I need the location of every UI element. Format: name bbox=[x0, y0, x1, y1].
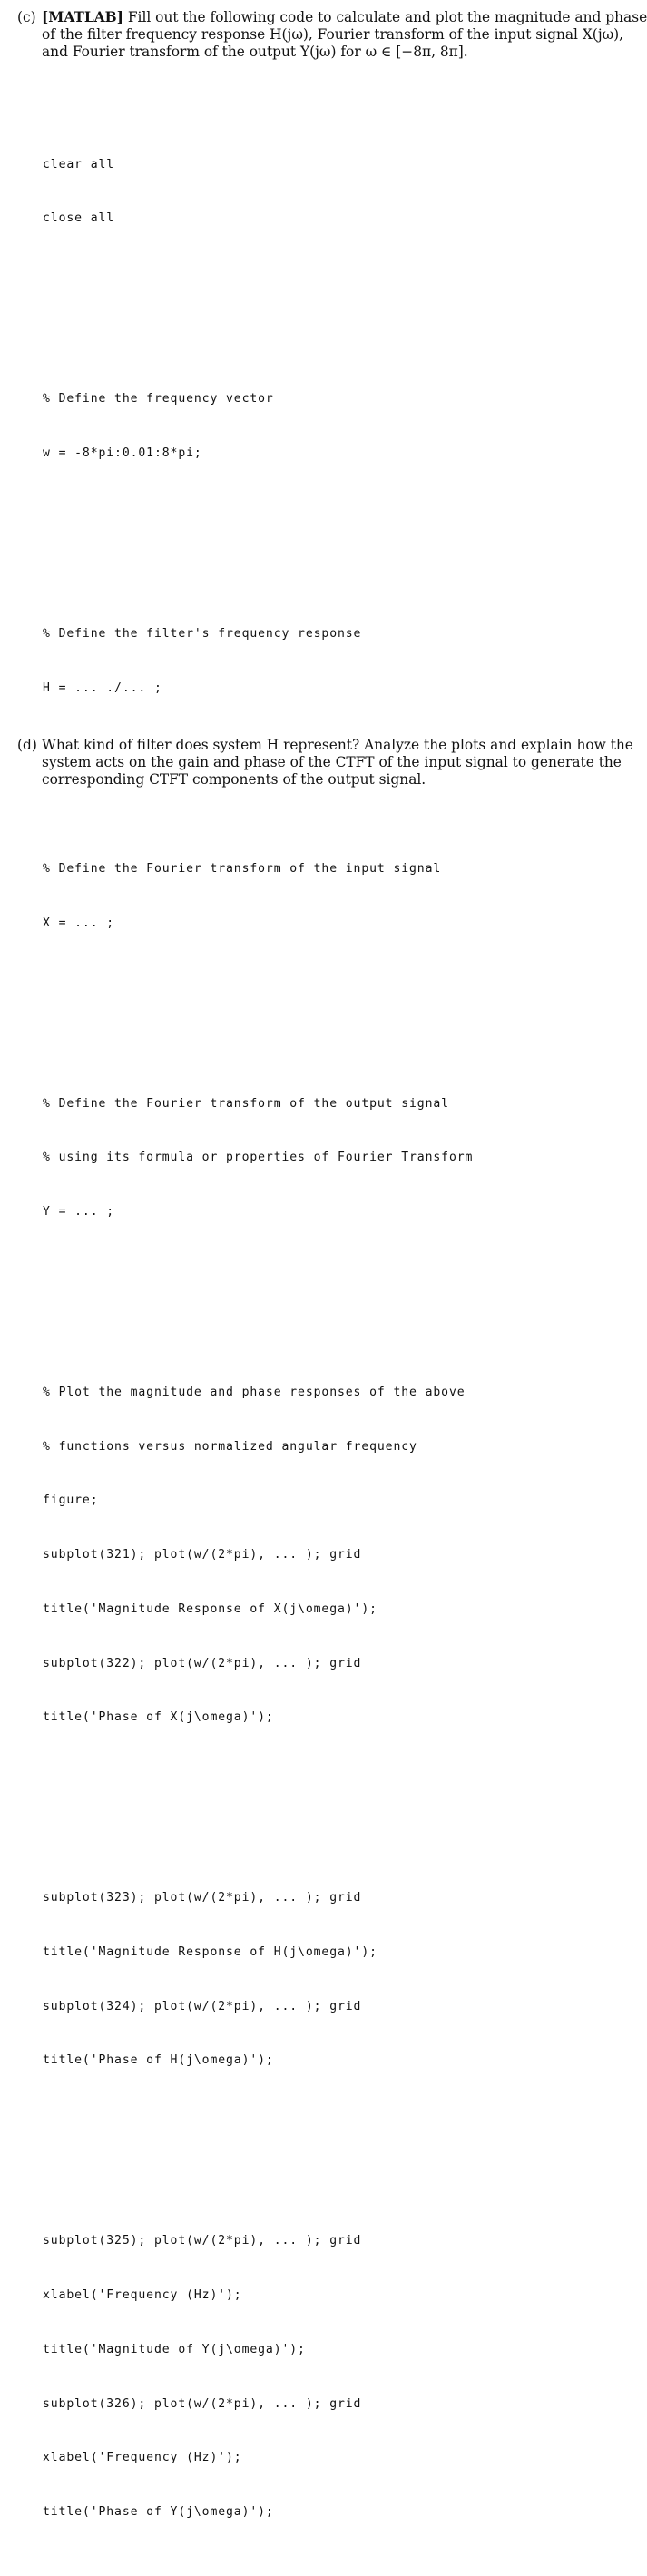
code-line: subplot(322); plot(w/(2*pi), ... ); grid bbox=[43, 1656, 362, 1670]
code-line: Y = ... ; bbox=[43, 1204, 115, 1219]
code-block-plot-h bbox=[43, 1853, 605, 2106]
code-block-clear bbox=[43, 120, 605, 264]
code-comment: % Define the Fourier transform of the input signal bbox=[43, 861, 442, 876]
question-part-c bbox=[17, 9, 647, 61]
code-line: H = ... ./... ; bbox=[43, 681, 162, 695]
question-d-line-2: system acts on the gain and phase of the CTFT of the input signal to generate the bbox=[42, 754, 622, 770]
code-comment: % functions versus normalized angular frequency bbox=[43, 1439, 417, 1454]
code-line: subplot(321); plot(w/(2*pi), ... ); grid bbox=[43, 1548, 362, 1562]
matlab-code-listing bbox=[43, 83, 605, 2576]
code-comment: % using its formula or properties of Fourier Transform bbox=[43, 1151, 474, 1165]
code-blank-line bbox=[43, 300, 605, 318]
code-line: title('Phase of Y(j\omega)'); bbox=[43, 2504, 274, 2519]
question-c-line-2: of the filter frequency response H(jω), Fourier transform of the input signal X(jω), bbox=[42, 26, 624, 43]
code-blank-line bbox=[43, 1004, 605, 1023]
code-block-filter-response bbox=[43, 589, 605, 733]
matlab-tag: [MATLAB] bbox=[42, 9, 123, 25]
code-line: title('Magnitude of Y(j\omega)'); bbox=[43, 2342, 306, 2356]
code-block-frequency-vector bbox=[43, 355, 605, 499]
code-block-output-transform bbox=[43, 1059, 605, 1258]
question-c-label: (c) bbox=[17, 9, 36, 25]
code-line: xlabel('Frequency (Hz)'); bbox=[43, 2451, 242, 2465]
question-part-d bbox=[17, 737, 633, 788]
code-blank-line bbox=[43, 2142, 605, 2160]
question-d-line-1 bbox=[17, 737, 633, 754]
code-blank-line bbox=[43, 1799, 605, 1817]
code-blank-line bbox=[43, 535, 605, 553]
code-line: subplot(326); plot(w/(2*pi), ... ); grid bbox=[43, 2396, 362, 2411]
question-c-line-3: and Fourier transform of the output Y(jω) for ω ∈ [−8π, 8π]. bbox=[42, 44, 468, 60]
code-line: subplot(325); plot(w/(2*pi), ... ); grid bbox=[43, 2234, 362, 2248]
code-comment: % Define the filter's frequency response bbox=[43, 627, 362, 642]
code-block-input-transform bbox=[43, 824, 605, 968]
code-block-plot-x bbox=[43, 1347, 605, 1763]
code-comment: % Plot the magnitude and phase responses of the above bbox=[43, 1386, 466, 1399]
code-line: title('Magnitude Response of H(j\omega)'); bbox=[43, 1944, 377, 1959]
question-d-line-1-text: What kind of filter does system H represent? Analyze the plots and explain how the bbox=[42, 737, 633, 753]
code-line: figure; bbox=[43, 1494, 99, 1508]
code-line: w = -8*pi:0.01:8*pi; bbox=[43, 446, 202, 461]
code-line: subplot(323); plot(w/(2*pi), ... ); grid bbox=[43, 1891, 362, 1905]
question-d-label: (d) bbox=[17, 737, 37, 753]
code-line: title('Magnitude Response of X(j\omega)'); bbox=[43, 1601, 377, 1616]
code-line: title('Phase of H(j\omega)'); bbox=[43, 2053, 274, 2068]
question-c-line-1 bbox=[17, 9, 647, 26]
question-c-line-1-text: Fill out the following code to calculate and plot the magnitude and phase bbox=[127, 9, 647, 25]
code-line: xlabel('Frequency (Hz)'); bbox=[43, 2288, 242, 2303]
code-line: title('Phase of X(j\omega)'); bbox=[43, 1710, 274, 1725]
code-line: close all bbox=[43, 211, 115, 226]
code-comment: % Define the frequency vector bbox=[43, 392, 274, 406]
code-line: X = ... ; bbox=[43, 916, 115, 930]
code-blank-line bbox=[43, 1293, 605, 1311]
code-line: subplot(324); plot(w/(2*pi), ... ); grid bbox=[43, 1999, 362, 2013]
code-line: clear all bbox=[43, 157, 115, 171]
code-block-plot-y bbox=[43, 2197, 605, 2558]
code-comment: % Define the Fourier transform of the output signal bbox=[43, 1096, 449, 1111]
question-d-line-3: corresponding CTFT components of the output signal. bbox=[42, 771, 426, 788]
